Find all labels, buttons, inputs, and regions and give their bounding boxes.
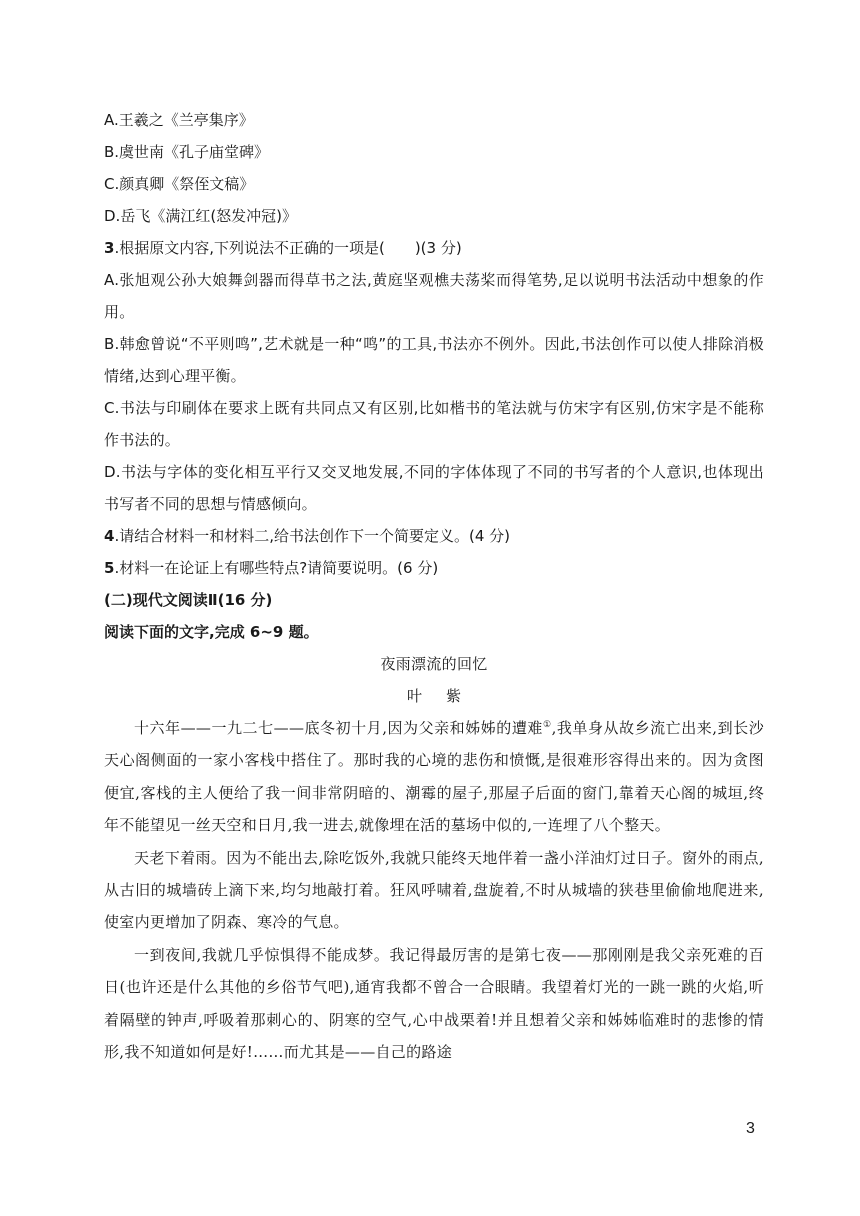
question-5 [104, 552, 764, 584]
article-paragraph: 天老下着雨。因为不能出去,除吃饭外,我就只能终天地伴着一盏小洋油灯过日子。窗外的雨点,从古旧的城墙砖上滴下来,均匀地敲打着。狂风呼啸着,盘旋着,不时从城墙的狭巷里偷偷地爬进来,使室内更增加了阴森、寒冷的气息。 [104, 848, 764, 932]
question-3-stem [104, 232, 764, 264]
article-title: 夜雨漂流的回忆 [380, 655, 488, 673]
question-text: .请结合材料一和材料二,给书法创作下一个简要定义。(4 分) [114, 527, 510, 545]
article [104, 648, 764, 1068]
question-number: 4 [104, 527, 115, 545]
option-a: A.王羲之《兰亭集序》 [104, 111, 254, 129]
q3-option-b: B.韩愈曾说“不平则鸣”,艺术就是一种“鸣”的工具,书法亦不例外。因此,书法创作可以使人排除消极情绪,达到心理平衡。 [104, 335, 764, 385]
q3-option-a: A.张旭观公孙大娘舞剑器而得草书之法,黄庭坚观樵夫荡桨而得笔势,足以说明书法活动中想象的作用。 [104, 271, 764, 321]
q3-option-d: D.书法与字体的变化相互平行又交叉地发展,不同的字体体现了不同的书写者的个人意识,也体现出书写者不同的思想与情感倾向。 [104, 463, 764, 513]
option-b: B.虞世南《孔子庙堂碑》 [104, 143, 270, 161]
page-number: 3 [746, 1120, 755, 1137]
option-d: D.岳飞《满江红(怒发冲冠)》 [104, 207, 298, 225]
article-paragraph: 十六年——一九二七——底冬初十月,因为父亲和姊姊的遭难①,我单身从故乡流亡出来,到长沙天心阁侧面的一家小客栈中搭住了。那时我的心境的悲伤和愤慨,是很难形容得出来的。因为贪图便宜,客栈的主人便给了我一间非常阴暗的、潮霉的屋子,那屋子后面的窗门,靠着天心阁的城垣,终年不能望见一丝天空和日月,我一进去,就像埋在活的墓场中似的,一连埋了八个整天。 [104, 719, 764, 835]
article-paragraph: 一到夜间,我就几乎惊惧得不能成梦。我记得最厉害的是第七夜——那刚刚是我父亲死难的百日(也许还是什么其他的乡俗节气吧),通宵我都不曾合一合眼睛。我望着灯光的一跳一跳的火焰,听着隔壁的钟声,呼吸着那刺心的、阴寒的空气,心中战栗着!并且想着父亲和姊姊临难时的悲惨的情形,我不知道如何是好!……而尤其是——自己的路途 [104, 945, 764, 1062]
section-heading: (二)现代文阅读Ⅱ(16 分) [104, 591, 273, 609]
section-instruction: 阅读下面的文字,完成 6~9 题。 [104, 623, 319, 641]
question-number: 5 [104, 559, 115, 577]
question-text: .根据原文内容,下列说法不正确的一项是( )(3 分) [114, 239, 462, 257]
question-number: 3 [104, 239, 115, 257]
question-2-options [104, 104, 764, 232]
document-page [104, 104, 764, 1068]
question-4 [104, 520, 764, 552]
article-author: 叶紫 [406, 687, 485, 705]
question-3 [104, 232, 764, 520]
section-header [104, 584, 764, 648]
q3-option-c: C.书法与印刷体在要求上既有共同点又有区别,比如楷书的笔法就与仿宋字有区别,仿宋字是不能称作书法的。 [104, 399, 764, 449]
footnote-marker[interactable]: ① [542, 720, 552, 730]
option-c: C.颜真卿《祭侄文稿》 [104, 175, 255, 193]
question-text: .材料一在论证上有哪些特点?请简要说明。(6 分) [114, 559, 439, 577]
